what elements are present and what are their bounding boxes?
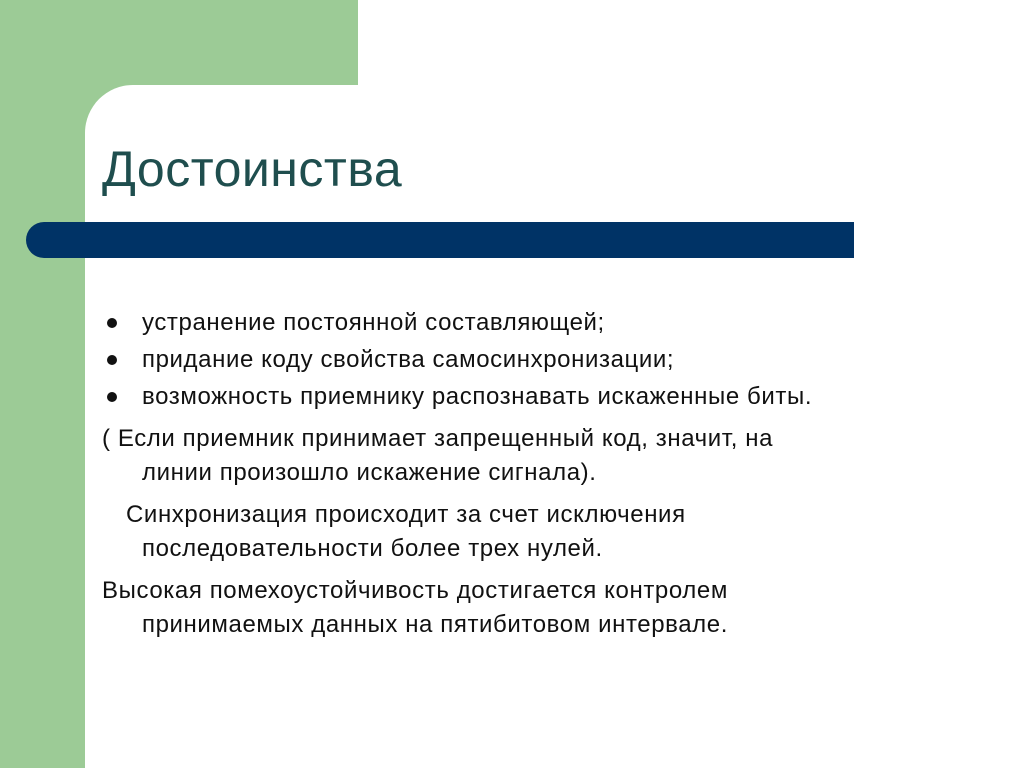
paragraph-line: принимаемых данных на пятибитовом интервале.: [142, 611, 729, 638]
bullet-dot-icon: [107, 392, 117, 402]
paragraph-line: линии произошло искажение сигнала).: [142, 459, 597, 486]
paragraph-line: Синхронизация происходит за счет исключения: [126, 501, 686, 528]
paragraph-line: Высокая помехоустойчивость достигается контролем: [102, 577, 728, 604]
paragraph-sync: [102, 498, 952, 566]
paragraph-line: последовательности более трех нулей.: [142, 535, 603, 562]
paragraph-noise-immunity: [102, 574, 952, 642]
title-underline-bar: [26, 222, 854, 258]
bullet-item: [102, 306, 952, 340]
slide-title: Достоинства: [102, 141, 403, 197]
bullet-text: придание коду свойства самосинхронизации;: [142, 346, 675, 373]
bullet-dot-icon: [107, 318, 117, 328]
slide-body: [102, 306, 952, 642]
paragraph-note: [102, 422, 952, 490]
bullet-item: [102, 380, 952, 414]
bullet-item: [102, 343, 952, 377]
paragraph-line: ( Если приемник принимает запрещенный код, значит, на: [102, 425, 774, 452]
bullet-text: устранение постоянной составляющей;: [142, 309, 605, 336]
bullet-text: возможность приемнику распознавать искаженные биты.: [142, 383, 813, 410]
bullet-dot-icon: [107, 355, 117, 365]
